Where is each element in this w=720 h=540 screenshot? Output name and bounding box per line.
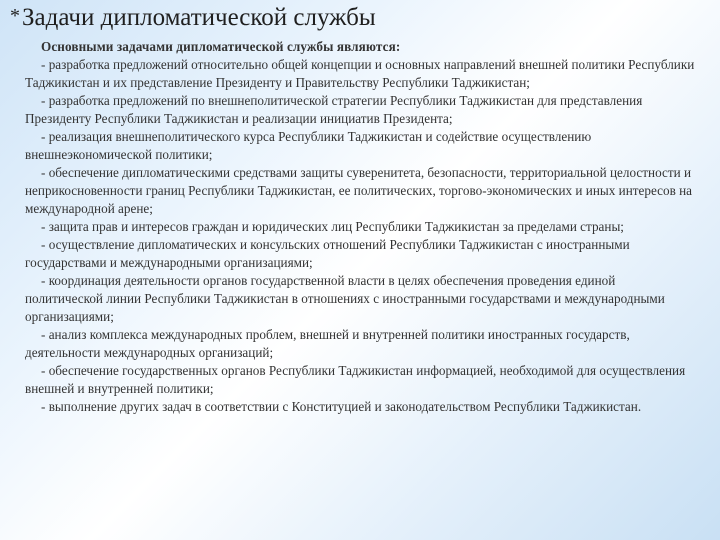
task-item: - обеспечение дипломатическими средствами защиты суверенитета, безопасности, территориальной целостности и неприкосновенности границ Республики Таджикистан, ее политических, торгово-экономических и иных интересов на международной арене; bbox=[25, 165, 693, 216]
slide-title bbox=[10, 2, 376, 34]
task-item: - анализ комплекса международных проблем, внешней и внутренней политики иностранных государств, деятельности международных организаций; bbox=[25, 327, 630, 360]
task-item: - координация деятельности органов государственной власти в целях обеспечения проведения единой политической линии Республики Таджикистан в отношениях с иностранными государствами и международными организациями; bbox=[25, 273, 665, 324]
task-item: - защита прав и интересов граждан и юридических лиц Республики Таджикистан за пределами страны; bbox=[41, 219, 624, 234]
slide-content bbox=[25, 38, 695, 416]
title-bullet: * bbox=[10, 5, 20, 27]
task-item: - обеспечение государственных органов Республики Таджикистан информацией, необходимой для осуществления внешней и внутренней политики; bbox=[25, 363, 686, 396]
task-item: - выполнение других задач в соответствии с Конституцией и законодательством Республики Таджикистан. bbox=[41, 399, 642, 414]
title-text: Задачи дипломатической службы bbox=[22, 4, 376, 31]
task-item: - разработка предложений по внешнеполитической стратегии Республики Таджикистан для представления Президенту Республики Таджикистан и реализации инициатив Президента; bbox=[25, 93, 643, 126]
task-item: - реализация внешнеполитического курса Республики Таджикистан и содействие осуществлению внешнеэкономической политики; bbox=[25, 129, 592, 162]
task-item: - разработка предложений относительно общей концепции и основных направлений внешней политики Республики Таджикистан и их представление Президенту и Правительству Республики Таджикистан; bbox=[25, 57, 695, 90]
task-item: - осуществление дипломатических и консульских отношений Республики Таджикистан с иностранными государствами и международными организациями; bbox=[25, 237, 630, 270]
intro-text: Основными задачами дипломатической службы являются: bbox=[41, 39, 401, 54]
